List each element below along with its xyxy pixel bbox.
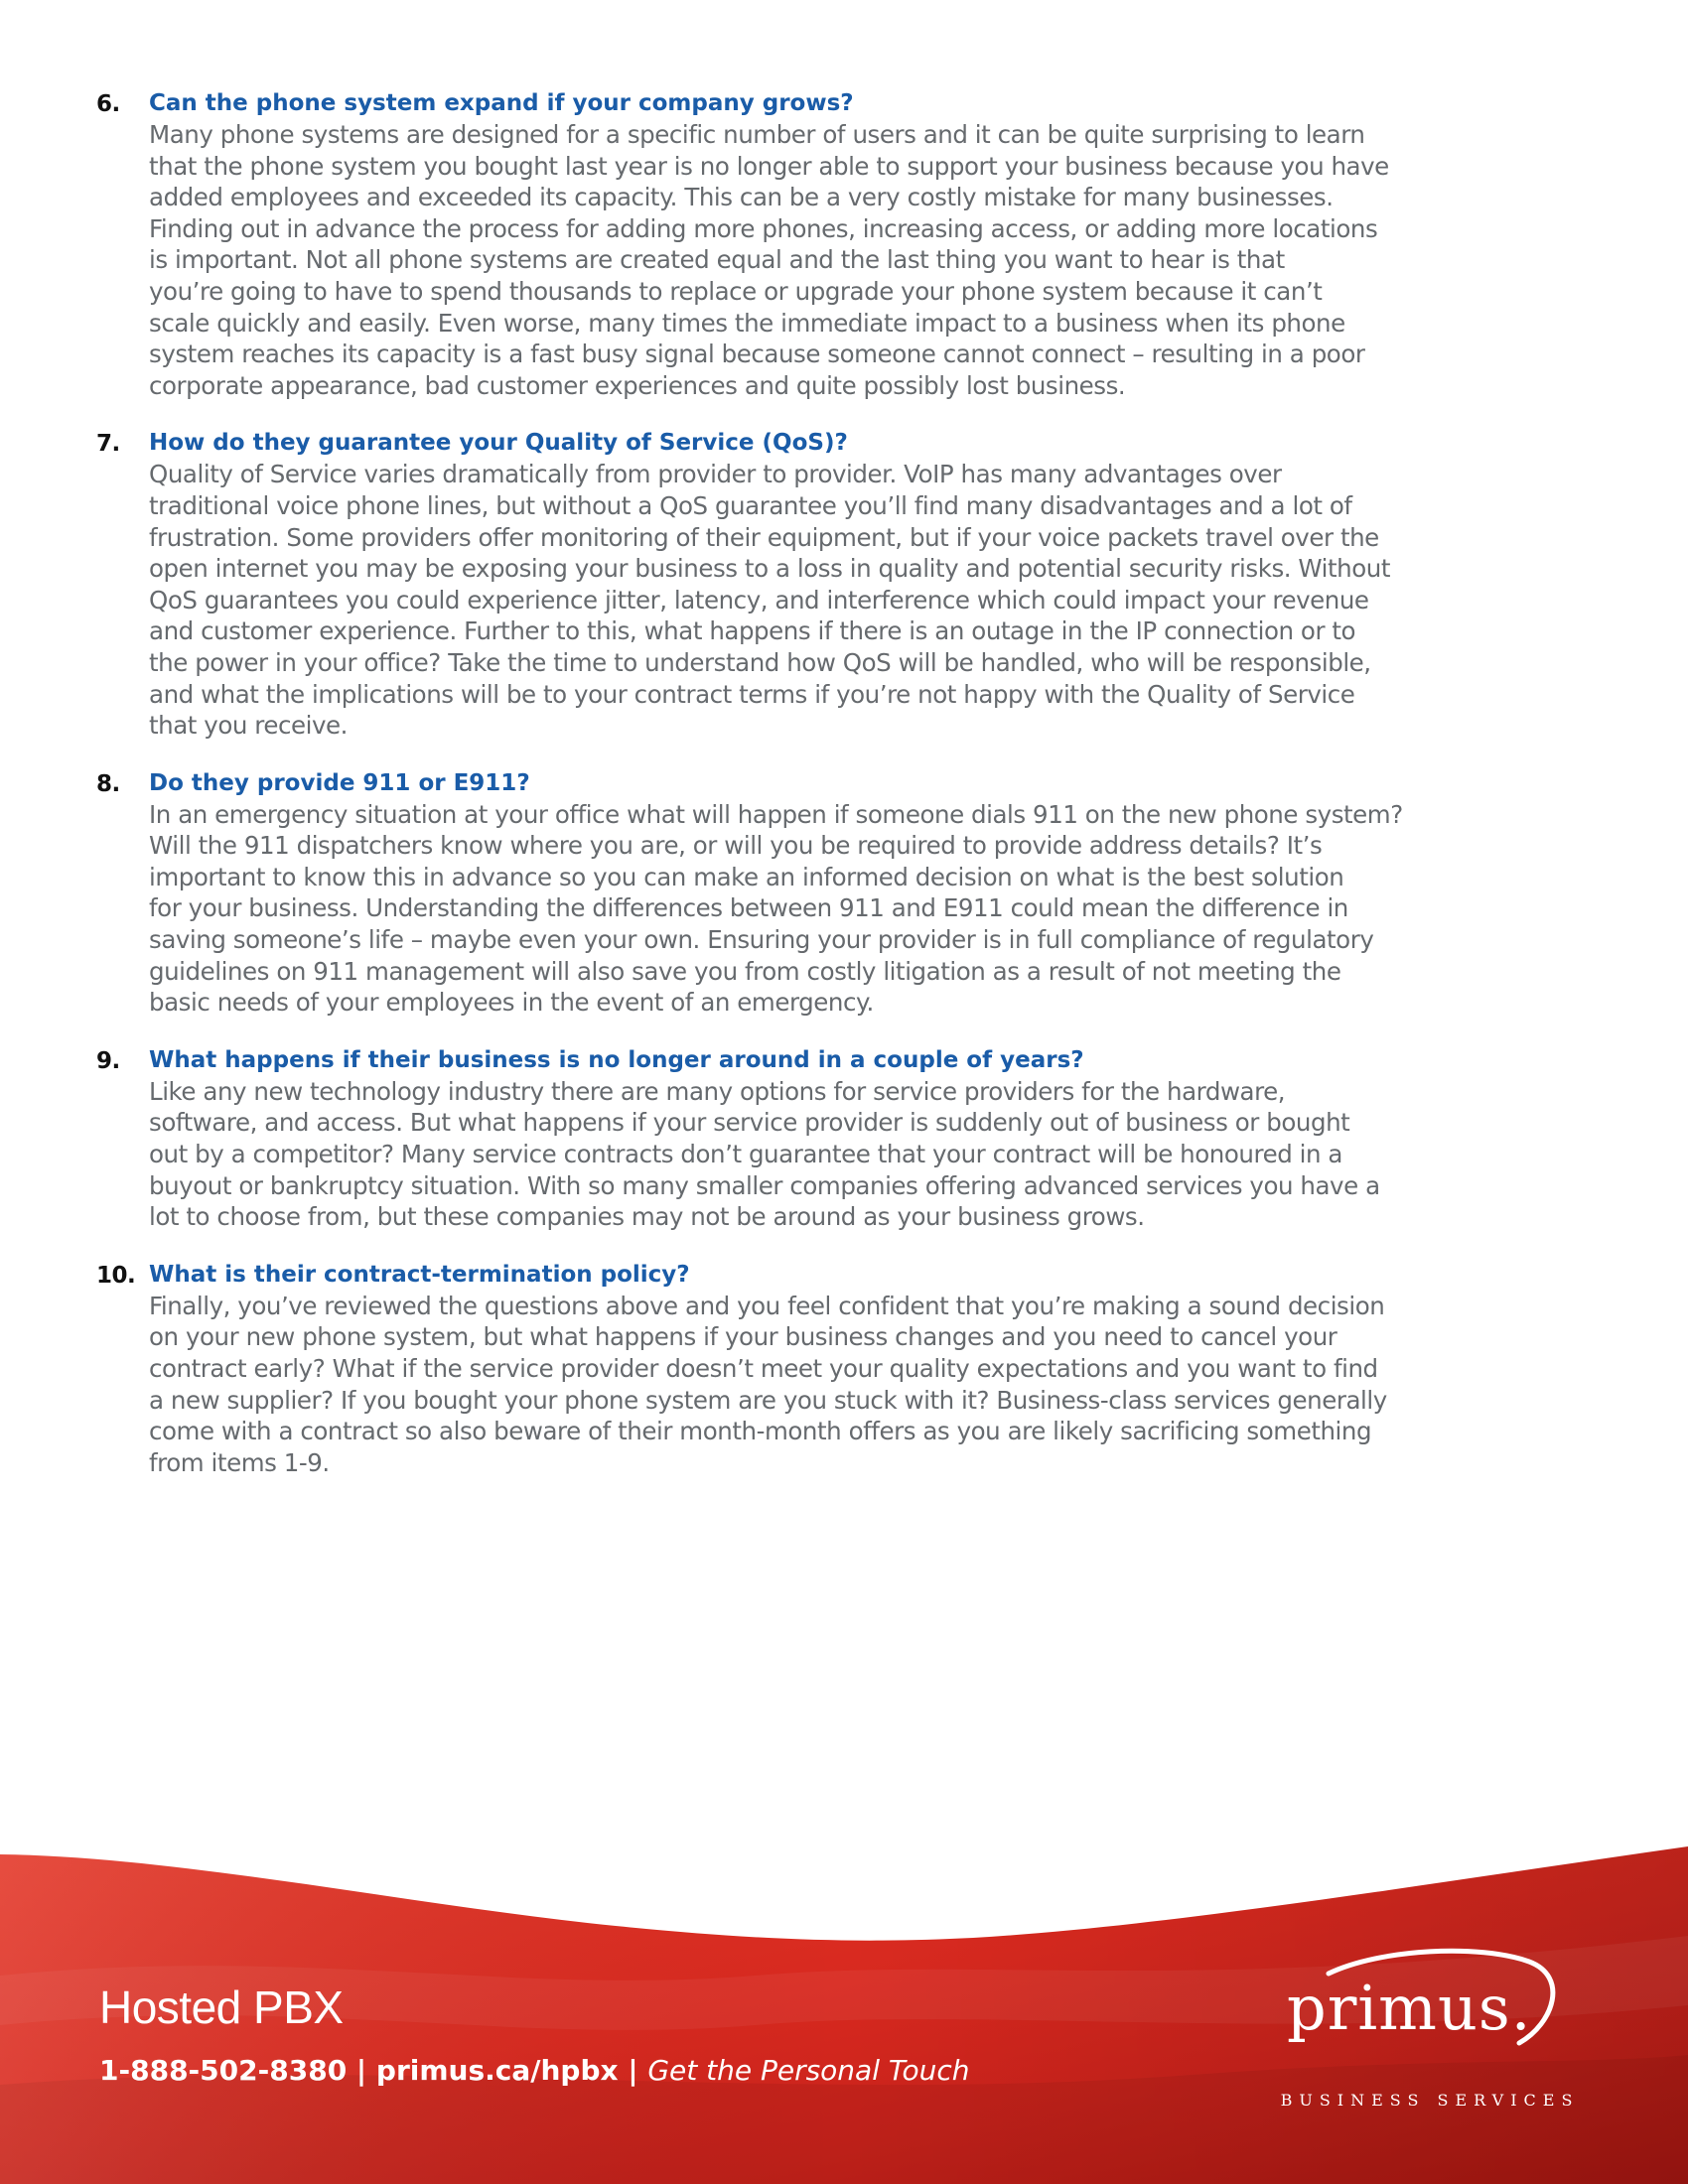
item-answer: In an emergency situation at your office what will happen if someone dials 911 on the new phone system? Will the 911 dispatchers know where you are, or will you be required to provide address details? It’s important to know this in advance so you can make an informed decision on what is the best solution for your business. Understanding the differences between 911 and E911 could mean the difference in saving someone’s life – maybe even your own. Ensuring your provider is in full compliance of regulatory guidelines on 911 management will also save you from costly litigation as a result of not meeting the basic needs of your employees in the event of an emergency. — [149, 799, 1403, 1018]
primus-logo — [1271, 1944, 1589, 2122]
faq-list — [0, 87, 1688, 1504]
item-number: 6. — [96, 91, 120, 117]
logo-wordmark: primus. — [1287, 1972, 1532, 2044]
separator: | — [347, 2054, 376, 2087]
item-number: 8. — [96, 770, 120, 797]
website-link[interactable]: primus.ca/hpbx — [375, 2054, 619, 2087]
item-question: What is their contract-termination policy? — [149, 1261, 690, 1288]
faq-item — [0, 1044, 1688, 1233]
item-number: 7. — [96, 431, 120, 458]
item-answer: Like any new technology industry there are many options for service providers for the hardware, software, and access. But what happens if your service provider is suddenly out of business or bought out by a competitor? Many service contracts don’t guarantee that your contract will be honoured in a buyout or bankruptcy situation. With so many smaller companies offering advanced services you have a lot to choose from, but these companies may not be around as your business grows. — [149, 1076, 1380, 1232]
faq-item — [0, 427, 1688, 741]
item-question: What happens if their business is no longer around in a couple of years? — [149, 1046, 1084, 1073]
contact-line — [99, 2053, 970, 2089]
item-question: Can the phone system expand if your company grows? — [149, 90, 854, 116]
separator: | — [618, 2054, 648, 2087]
item-question: Do they provide 911 or E911? — [149, 769, 530, 796]
item-answer: Many phone systems are designed for a specific number of users and it can be quite surprising to learn that the phone system you bought last year is no longer able to support your business because you have added employees and exceeded its capacity. This can be a very costly mistake for many businesses. Finding out in advance the process for adding more phones, increasing access, or adding more locations is important. Not all phone systems are created equal and the last thing you want to hear is that you’re going to have to spend thousands to replace or upgrade your phone system because it can’t scale quickly and easily. Even worse, many times the immediate impact to a business when its phone system reaches its capacity is a fast busy signal because someone cannot connect – resulting in a poor corporate appearance, bad customer experiences and quite possibly lost business. — [149, 120, 1389, 400]
item-answer: Quality of Service varies dramatically from provider to provider. VoIP has many advantages over traditional voice phone lines, but without a QoS guarantee you’ll find many disadvantages and a lot of frustration. Some providers offer monitoring of their equipment, but if your voice packets travel over the open internet you may be exposing your business to a loss in quality and potential security risks. Without QoS guarantees you could experience jitter, latency, and interference which could impact your revenue and customer experience. Further to this, what happens if there is an outage in the IP connection or to the power in your office? Take the time to understand how QoS will be handled, who will be responsible, and what the implications will be to your contract terms if you’re not happy with the Quality of Service that you receive. — [149, 460, 1391, 741]
phone-number: 1-888-502-8380 — [99, 2054, 348, 2087]
product-title: Hosted PBX — [99, 1981, 344, 2033]
logo-subtitle: BUSINESS SERVICES — [1280, 2091, 1580, 2110]
item-answer: Finally, you’ve reviewed the questions above and you feel confident that you’re making a sound decision on your new phone system, but what happens if your business changes and you need to cancel your contract early? What if the service provider doesn’t meet your quality expectations and you want to find a new supplier? If you bought your phone system are you stuck with it? Business-class services generally come with a contract so also beware of their month-month offers as you are likely sacrificing something from items 1-9. — [149, 1291, 1387, 1477]
faq-item — [0, 767, 1688, 1019]
tagline: Get the Personal Touch — [647, 2054, 970, 2087]
item-number: 9. — [96, 1047, 120, 1074]
item-number: 10. — [96, 1262, 136, 1289]
faq-item — [0, 87, 1688, 401]
faq-item — [0, 1259, 1688, 1479]
item-question: How do they guarantee your Quality of Service (QoS)? — [149, 430, 848, 457]
